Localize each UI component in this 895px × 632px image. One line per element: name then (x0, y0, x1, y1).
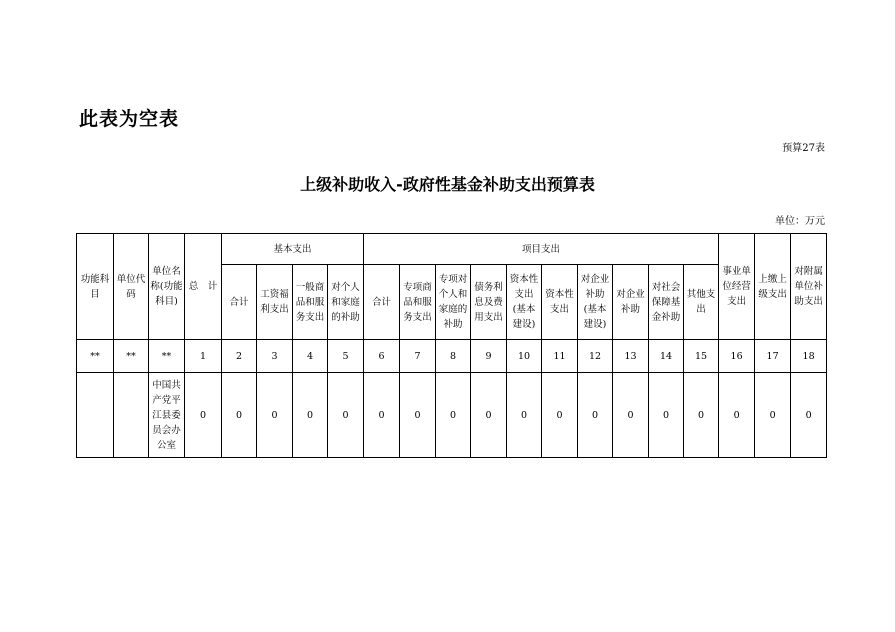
header-basic-sub: 对个人和家庭的补助 (328, 265, 364, 340)
header-project-sub: 对企业补助(基本建设) (578, 265, 613, 340)
header-project-sub: 对社会保障基金补助 (649, 265, 684, 340)
header-func-subject: 功能科目 (77, 234, 114, 340)
data-cell-unit-name: 中国共产党平江县委员会办公室 (149, 373, 185, 458)
number-cell: ** (149, 340, 185, 373)
data-cell: 0 (436, 373, 471, 458)
header-project-expenditure: 项目支出 (364, 234, 719, 265)
header-unit-code: 单位代码 (114, 234, 149, 340)
number-cell: 18 (791, 340, 827, 373)
data-cell: 0 (222, 373, 257, 458)
data-cell: 0 (293, 373, 328, 458)
number-cell: 17 (755, 340, 791, 373)
data-cell: 0 (684, 373, 719, 458)
data-cell: 0 (791, 373, 827, 458)
number-cell: 11 (542, 340, 578, 373)
column-number-row (77, 340, 827, 373)
header-total: 总 计 (185, 234, 222, 340)
number-cell: 16 (719, 340, 755, 373)
number-cell: ** (77, 340, 114, 373)
header-basic-sub: 合计 (222, 265, 257, 340)
header-upper-payment: 上缴上级支出 (755, 234, 791, 340)
number-cell: 12 (578, 340, 613, 373)
number-cell: 8 (436, 340, 471, 373)
empty-table-note: 此表为空表 (79, 108, 180, 130)
data-cell: 0 (719, 373, 755, 458)
data-cell (114, 373, 149, 458)
data-cell: 0 (471, 373, 507, 458)
number-cell: 15 (684, 340, 719, 373)
number-cell: 1 (185, 340, 222, 373)
data-cell: 0 (578, 373, 613, 458)
number-cell: 5 (328, 340, 364, 373)
page-title: 上级补助收入-政府性基金补助支出预算表 (300, 175, 595, 194)
number-cell: 13 (613, 340, 649, 373)
header-basic-sub: 工资福利支出 (257, 265, 293, 340)
budget-table (76, 233, 827, 458)
header-project-sub: 合计 (364, 265, 400, 340)
data-cell: 0 (400, 373, 436, 458)
number-cell: 14 (649, 340, 684, 373)
number-cell: 4 (293, 340, 328, 373)
table-number: 预算27表 (782, 143, 825, 154)
header-project-sub: 专项商品和服务支出 (400, 265, 436, 340)
number-cell: 6 (364, 340, 400, 373)
data-cell: 0 (507, 373, 542, 458)
header-project-sub: 资本性支出 (542, 265, 578, 340)
number-cell: 2 (222, 340, 257, 373)
data-cell: 0 (613, 373, 649, 458)
number-cell: ** (114, 340, 149, 373)
header-project-sub: 资本性支出(基本建设) (507, 265, 542, 340)
data-cell: 0 (257, 373, 293, 458)
header-project-sub: 债务利息及费用支出 (471, 265, 507, 340)
number-cell: 9 (471, 340, 507, 373)
header-business-expenditure: 事业单位经营支出 (719, 234, 755, 340)
number-cell: 10 (507, 340, 542, 373)
header-project-sub: 专项对个人和家庭的补助 (436, 265, 471, 340)
data-cell: 0 (328, 373, 364, 458)
header-project-sub: 对企业补助 (613, 265, 649, 340)
header-affiliated-subsidy: 对附属单位补助支出 (791, 234, 827, 340)
unit-label: 单位：万元 (775, 216, 825, 227)
header-unit-name: 单位名称(功能科目) (149, 234, 185, 340)
data-cell: 0 (542, 373, 578, 458)
data-cell: 0 (649, 373, 684, 458)
header-basic-sub: 一般商品和服务支出 (293, 265, 328, 340)
number-cell: 3 (257, 340, 293, 373)
header-project-sub: 其他支出 (684, 265, 719, 340)
data-cell: 0 (185, 373, 222, 458)
data-cell: 0 (364, 373, 400, 458)
data-cell (77, 373, 114, 458)
table-row (77, 373, 827, 458)
data-cell: 0 (755, 373, 791, 458)
number-cell: 7 (400, 340, 436, 373)
header-basic-expenditure: 基本支出 (222, 234, 364, 265)
